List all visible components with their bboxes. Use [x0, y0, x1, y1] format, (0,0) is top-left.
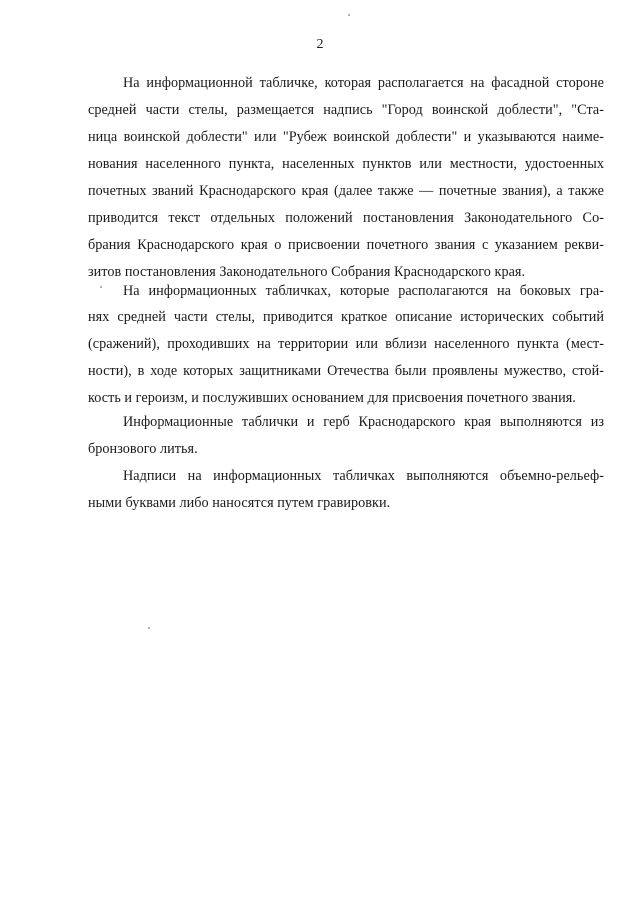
- scan-speck: [100, 286, 102, 288]
- text-line: почетных званий Краснодарского края (далее также — почетные звания), а также: [88, 183, 604, 199]
- text-line: Информационные таблички и герб Краснодарского края выполняются из: [123, 414, 604, 430]
- text-line: ница воинской доблести" или "Рубеж воинской доблести" и указываются наиме-: [88, 129, 604, 145]
- text-line: зитов постановления Законодательного Собрания Краснодарского края.: [88, 264, 526, 280]
- text-line: (сражений), проходивших на территории или вблизи населенного пункта (мест-: [88, 336, 604, 352]
- scan-speck: [348, 14, 350, 16]
- scan-speck: [148, 627, 150, 629]
- text-line: брания Краснодарского края о присвоении почетного звания с указанием рекви-: [88, 237, 604, 253]
- text-line: средней части стелы, размещается надпись "Город воинской доблести", "Ста-: [88, 102, 604, 118]
- text-line: На информационных табличках, которые располагаются на боковых гра-: [123, 283, 604, 299]
- text-line: нях средней части стелы, приводится краткое описание исторических событий: [88, 309, 604, 325]
- page-number: 2: [316, 37, 324, 52]
- text-line: бронзового литья.: [88, 441, 198, 457]
- text-line: На информационной табличке, которая располагается на фасадной стороне: [123, 75, 604, 91]
- text-line: нования населенного пункта, населенных пунктов или местности, удостоенных: [88, 156, 604, 172]
- text-line: ными буквами либо наносятся путем гравировки.: [88, 495, 391, 511]
- text-line: приводится текст отдельных положений постановления Законодательного Со-: [88, 210, 604, 226]
- text-line: ности), в ходе которых защитниками Отечества были проявлены мужество, стой-: [88, 363, 604, 379]
- text-line: кость и героизм, и послуживших основанием для присвоения почетного звания.: [88, 390, 576, 406]
- text-line: Надписи на информационных табличках выполняются объемно-рельеф-: [123, 468, 604, 484]
